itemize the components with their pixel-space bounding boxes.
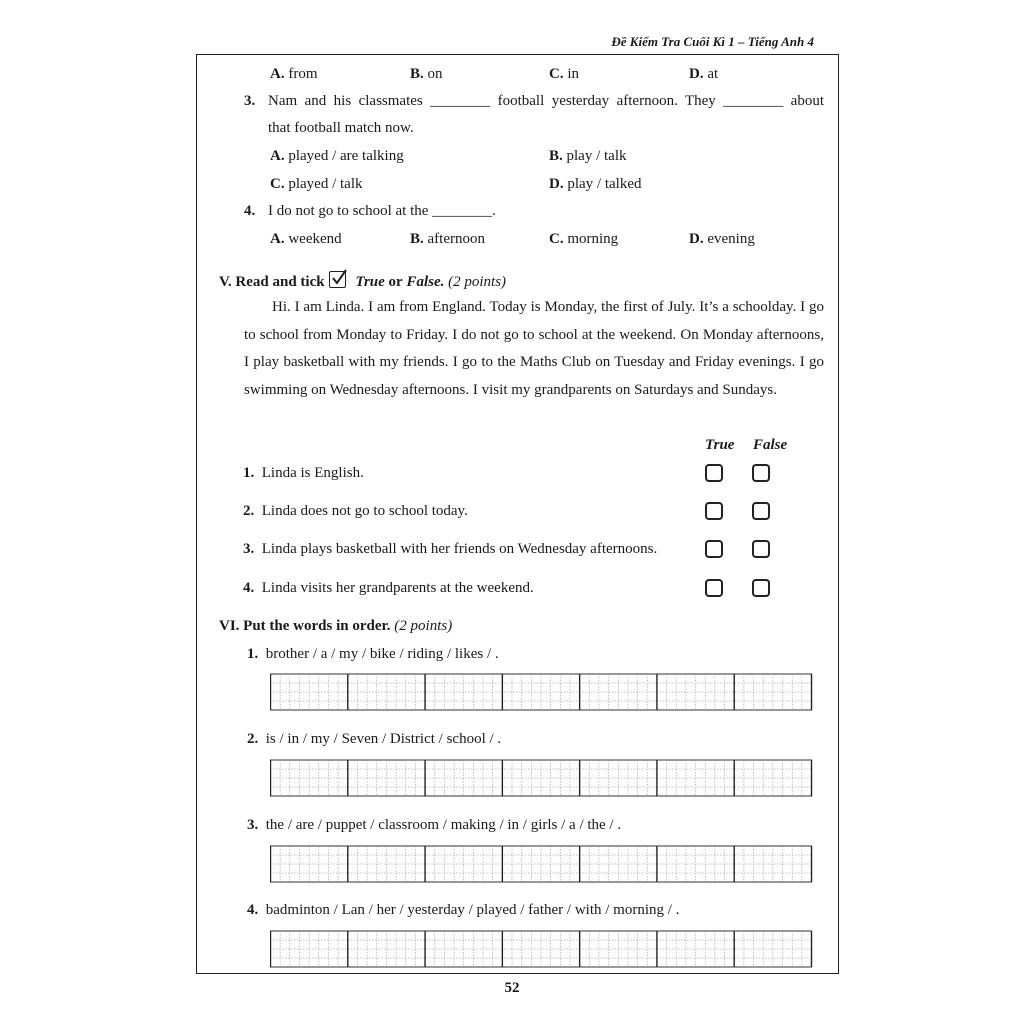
checkmark-box-icon xyxy=(329,271,346,288)
true-checkbox[interactable] xyxy=(705,502,723,520)
question-text-cont: that football match now. xyxy=(268,120,414,136)
option-item: B. on xyxy=(410,66,443,82)
statement-item: 4. Linda visits her grandparents at the weekend. xyxy=(243,580,534,596)
section-6-heading: VI. Put the words in order. (2 points) xyxy=(219,618,453,634)
handwriting-grid[interactable] xyxy=(270,845,815,885)
column-true: True xyxy=(705,437,735,453)
statement-item: 3. Linda plays basketball with her friends on Wednesday afternoons. xyxy=(243,541,658,557)
option-item: C. played / talk xyxy=(270,176,363,192)
option-item: A. from xyxy=(270,66,318,82)
column-false: False xyxy=(753,437,788,453)
handwriting-grid[interactable] xyxy=(270,930,815,970)
false-checkbox[interactable] xyxy=(752,579,770,597)
reading-passage: Hi. I am Linda. I am from England. Today is Monday, the first of July. It’s a schoolday. I go to school from Monday to Friday. I do not go to school at the weekend. On Monday afternoons, I play basketball with my friends. I go to the Maths Club on Tuesday and Friday evenings. I go swimming on Wednesday afternoons. I visit my grandparents on Saturdays and Sundays. xyxy=(244,299,824,398)
page-number: 52 xyxy=(504,980,520,996)
option-item: A. played / are talking xyxy=(270,148,404,164)
option-item: B. afternoon xyxy=(410,231,485,247)
option-item: C. morning xyxy=(549,231,619,247)
word-order-item: 4. badminton / Lan / her / yesterday / played / father / with / morning / . xyxy=(247,902,680,918)
option-item: D. evening xyxy=(689,231,755,247)
question-number: 4. xyxy=(244,203,256,219)
question-number: 3. xyxy=(244,93,256,109)
true-checkbox[interactable] xyxy=(705,540,723,558)
word-order-item: 3. the / are / puppet / classroom / making / in / girls / a / the / . xyxy=(247,817,622,833)
option-item: B. play / talk xyxy=(549,148,627,164)
option-item: A. weekend xyxy=(270,231,342,247)
handwriting-grid[interactable] xyxy=(270,673,815,713)
statement-item: 2. Linda does not go to school today. xyxy=(243,503,468,519)
word-order-item: 2. is / in / my / Seven / District / school / . xyxy=(247,731,502,747)
option-item: D. play / talked xyxy=(549,176,642,192)
question-text: Nam and his classmates ________ football yesterday afternoon. They ________ about xyxy=(268,93,824,109)
true-checkbox[interactable] xyxy=(705,579,723,597)
section-5-heading: V. Read and tick True or False. (2 points) xyxy=(219,271,506,291)
option-item: D. at xyxy=(689,66,719,82)
false-checkbox[interactable] xyxy=(752,464,770,482)
option-item: C. in xyxy=(549,66,580,82)
true-checkbox[interactable] xyxy=(705,464,723,482)
question-text: I do not go to school at the ________. xyxy=(268,203,496,219)
false-checkbox[interactable] xyxy=(752,502,770,520)
page-header: Đề Kiểm Tra Cuối Kì 1 – Tiếng Anh 4 xyxy=(611,34,814,49)
word-order-item: 1. brother / a / my / bike / riding / likes / . xyxy=(247,646,499,662)
statement-item: 1. Linda is English. xyxy=(243,465,364,481)
false-checkbox[interactable] xyxy=(752,540,770,558)
handwriting-grid[interactable] xyxy=(270,759,815,799)
